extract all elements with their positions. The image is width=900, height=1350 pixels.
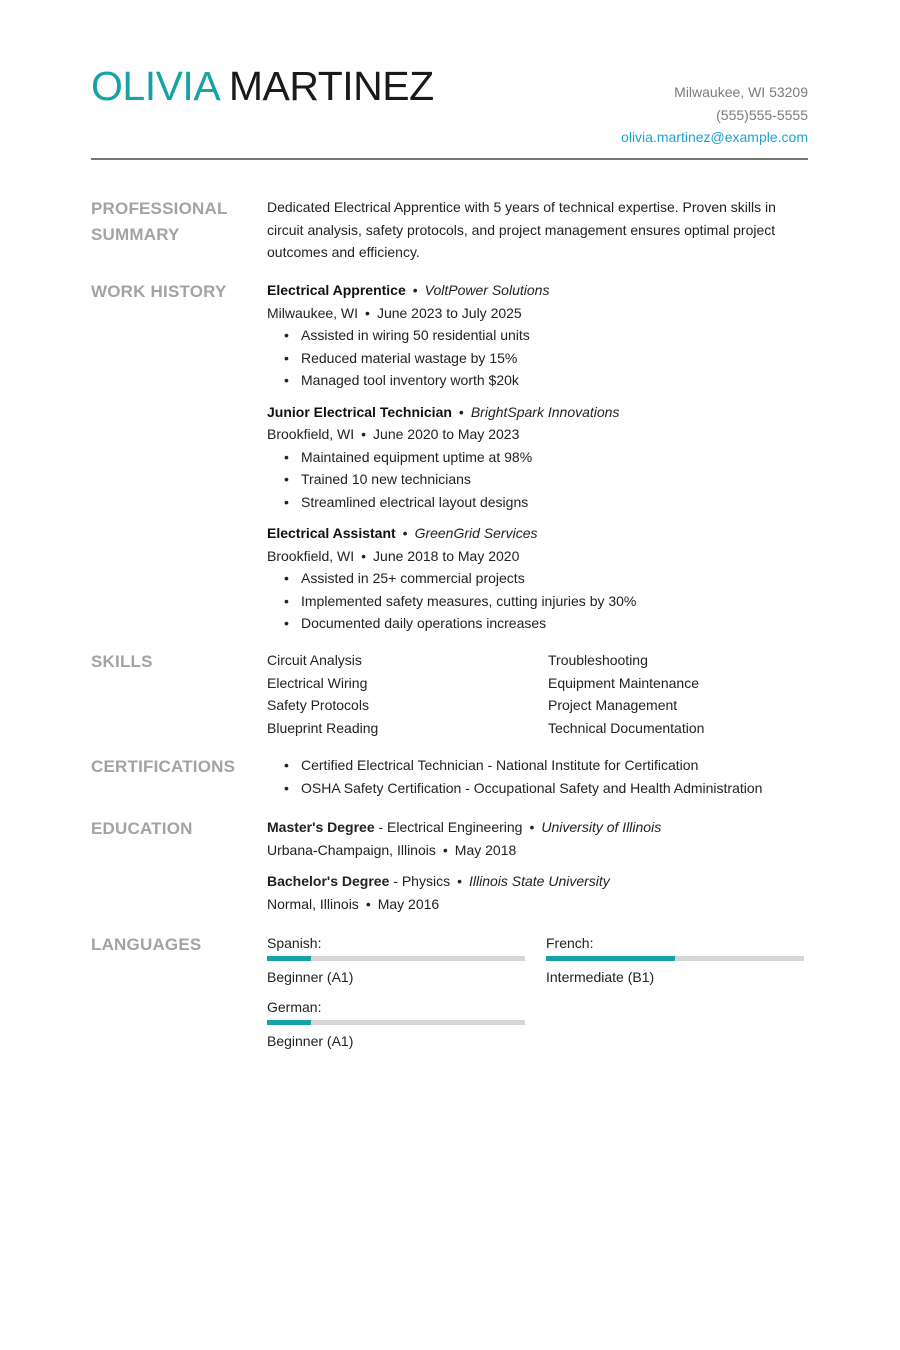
job-bullet: • Documented daily operations increases xyxy=(301,612,808,635)
job-bullet: • Managed tool inventory worth $20k xyxy=(301,369,808,392)
certification-item: • Certified Electrical Technician - National Institute for Certification xyxy=(301,754,808,777)
job-meta-line xyxy=(267,545,808,568)
contact-email[interactable]: olivia.martinez@example.com xyxy=(621,129,808,145)
job-title-line xyxy=(267,279,808,302)
education-location: Urbana-Champaign, Illinois xyxy=(267,841,436,858)
separator-dot: • xyxy=(361,547,367,564)
certification-item: • OSHA Safety Certification - Occupational Safety and Health Administration xyxy=(301,777,808,800)
skill-item: Electrical Wiring xyxy=(267,674,368,691)
language-proficiency-bar xyxy=(267,956,525,961)
section-title-summary: PROFESSIONAL SUMMARY xyxy=(91,199,228,244)
education-degree-line xyxy=(267,816,808,839)
job-title-line xyxy=(267,401,808,424)
job-company: VoltPower Solutions xyxy=(424,282,550,298)
job-entry xyxy=(267,279,808,392)
section-title-certifications: CERTIFICATIONS xyxy=(91,757,236,776)
job-dates: June 2023 to July 2025 xyxy=(376,304,522,321)
languages-grid xyxy=(267,932,808,1052)
skill-item: Circuit Analysis xyxy=(267,652,362,668)
job-bullet: • Reduced material wastage by 15% xyxy=(301,347,808,370)
job-bullet: • Maintained equipment uptime at 98% xyxy=(301,446,808,469)
separator-dot: • xyxy=(402,525,408,541)
job-title-line xyxy=(267,522,808,545)
job-bullet: • Streamlined electrical layout designs xyxy=(301,491,808,514)
separator-dot: • xyxy=(529,819,535,835)
education-school: University of Illinois xyxy=(541,819,662,835)
education-meta-line xyxy=(267,893,808,916)
education-date: May 2018 xyxy=(454,841,517,858)
header-divider xyxy=(91,158,808,160)
resume-header xyxy=(91,62,808,145)
education-degree: Bachelor's Degree xyxy=(267,873,390,889)
first-name: OLIVIA xyxy=(91,63,218,109)
job-bullet: • Assisted in wiring 50 residential units xyxy=(301,324,808,347)
job-location: Milwaukee, WI xyxy=(267,304,359,321)
skills-grid xyxy=(267,649,808,739)
job-location: Brookfield, WI xyxy=(267,426,355,442)
job-entry xyxy=(267,401,808,514)
language-entry xyxy=(267,996,546,1052)
education-field: - Physics xyxy=(389,873,451,889)
skill-item: Technical Documentation xyxy=(548,719,705,736)
separator-dot: • xyxy=(365,304,370,321)
skill-item: Safety Protocols xyxy=(267,697,369,713)
language-proficiency-fill xyxy=(267,1020,311,1025)
job-role: Electrical Apprentice xyxy=(267,282,406,298)
job-dates: June 2018 to May 2020 xyxy=(373,547,520,564)
language-entry xyxy=(267,932,546,988)
language-proficiency-bar xyxy=(267,1020,525,1025)
summary-text: Dedicated Electrical Apprentice with 5 years of technical expertise. Proven skills in circuit analysis, safety protocols, and project management ensures optimal project outcomes and efficiency. xyxy=(267,199,776,260)
job-role: Electrical Assistant xyxy=(267,525,396,541)
job-bullet: • Implemented safety measures, cutting injuries by 30% xyxy=(301,590,808,613)
job-meta-line xyxy=(267,423,808,446)
contact-location: Milwaukee, WI 53209 xyxy=(674,84,808,100)
education-list xyxy=(267,816,808,924)
language-proficiency-bar xyxy=(546,956,804,961)
candidate-name xyxy=(91,62,434,110)
language-level: Beginner (A1) xyxy=(267,1033,354,1049)
education-field: - Electrical Engineering xyxy=(374,819,523,835)
separator-dot: • xyxy=(412,282,418,298)
education-degree: Master's Degree xyxy=(267,819,375,835)
separator-dot: • xyxy=(458,403,464,420)
job-bullets xyxy=(267,324,808,392)
education-entry xyxy=(267,870,808,915)
separator-dot: • xyxy=(457,873,462,889)
section-title-education: EDUCATION xyxy=(91,819,193,838)
section-title-skills: SKILLS xyxy=(91,652,153,671)
language-proficiency-fill xyxy=(267,956,311,961)
language-level: Beginner (A1) xyxy=(267,969,354,985)
language-proficiency-fill xyxy=(546,956,675,961)
separator-dot: • xyxy=(365,895,371,912)
language-name: German: xyxy=(267,999,322,1015)
job-location: Brookfield, WI xyxy=(267,547,355,564)
work-list xyxy=(267,279,808,644)
section-title-languages: LANGUAGES xyxy=(91,935,202,954)
job-company: GreenGrid Services xyxy=(414,525,538,541)
language-name: Spanish: xyxy=(267,935,322,951)
job-role: Junior Electrical Technician xyxy=(267,403,452,420)
section-title-work: WORK HISTORY xyxy=(91,282,227,301)
contact-phone: (555)555-5555 xyxy=(716,106,808,123)
job-bullets xyxy=(267,446,808,514)
job-entry xyxy=(267,522,808,635)
education-meta-line xyxy=(267,839,808,862)
education-school: Illinois State University xyxy=(468,873,610,889)
education-entry xyxy=(267,816,808,861)
job-company: BrightSpark Innovations xyxy=(470,403,620,420)
language-level: Intermediate (B1) xyxy=(546,969,655,985)
education-degree-line xyxy=(267,870,808,893)
separator-dot: • xyxy=(361,426,367,442)
skill-item: Project Management xyxy=(548,697,678,713)
job-meta-line xyxy=(267,302,808,325)
separator-dot: • xyxy=(442,841,448,858)
job-bullet: • Trained 10 new technicians xyxy=(301,468,808,491)
last-name: MARTINEZ xyxy=(228,63,434,109)
language-name: French: xyxy=(546,935,594,951)
skill-item: Troubleshooting xyxy=(548,652,648,668)
job-bullet: • Assisted in 25+ commercial projects xyxy=(301,567,808,590)
contact-block xyxy=(621,81,808,149)
job-dates: June 2020 to May 2023 xyxy=(373,426,520,442)
job-bullets xyxy=(267,567,808,635)
certifications-list xyxy=(267,754,808,799)
certification-bullets xyxy=(267,754,808,799)
skill-item: Blueprint Reading xyxy=(267,719,379,736)
skill-item: Equipment Maintenance xyxy=(548,674,699,691)
education-date: May 2016 xyxy=(377,895,440,912)
language-entry xyxy=(546,932,804,988)
education-location: Normal, Illinois xyxy=(267,895,359,912)
